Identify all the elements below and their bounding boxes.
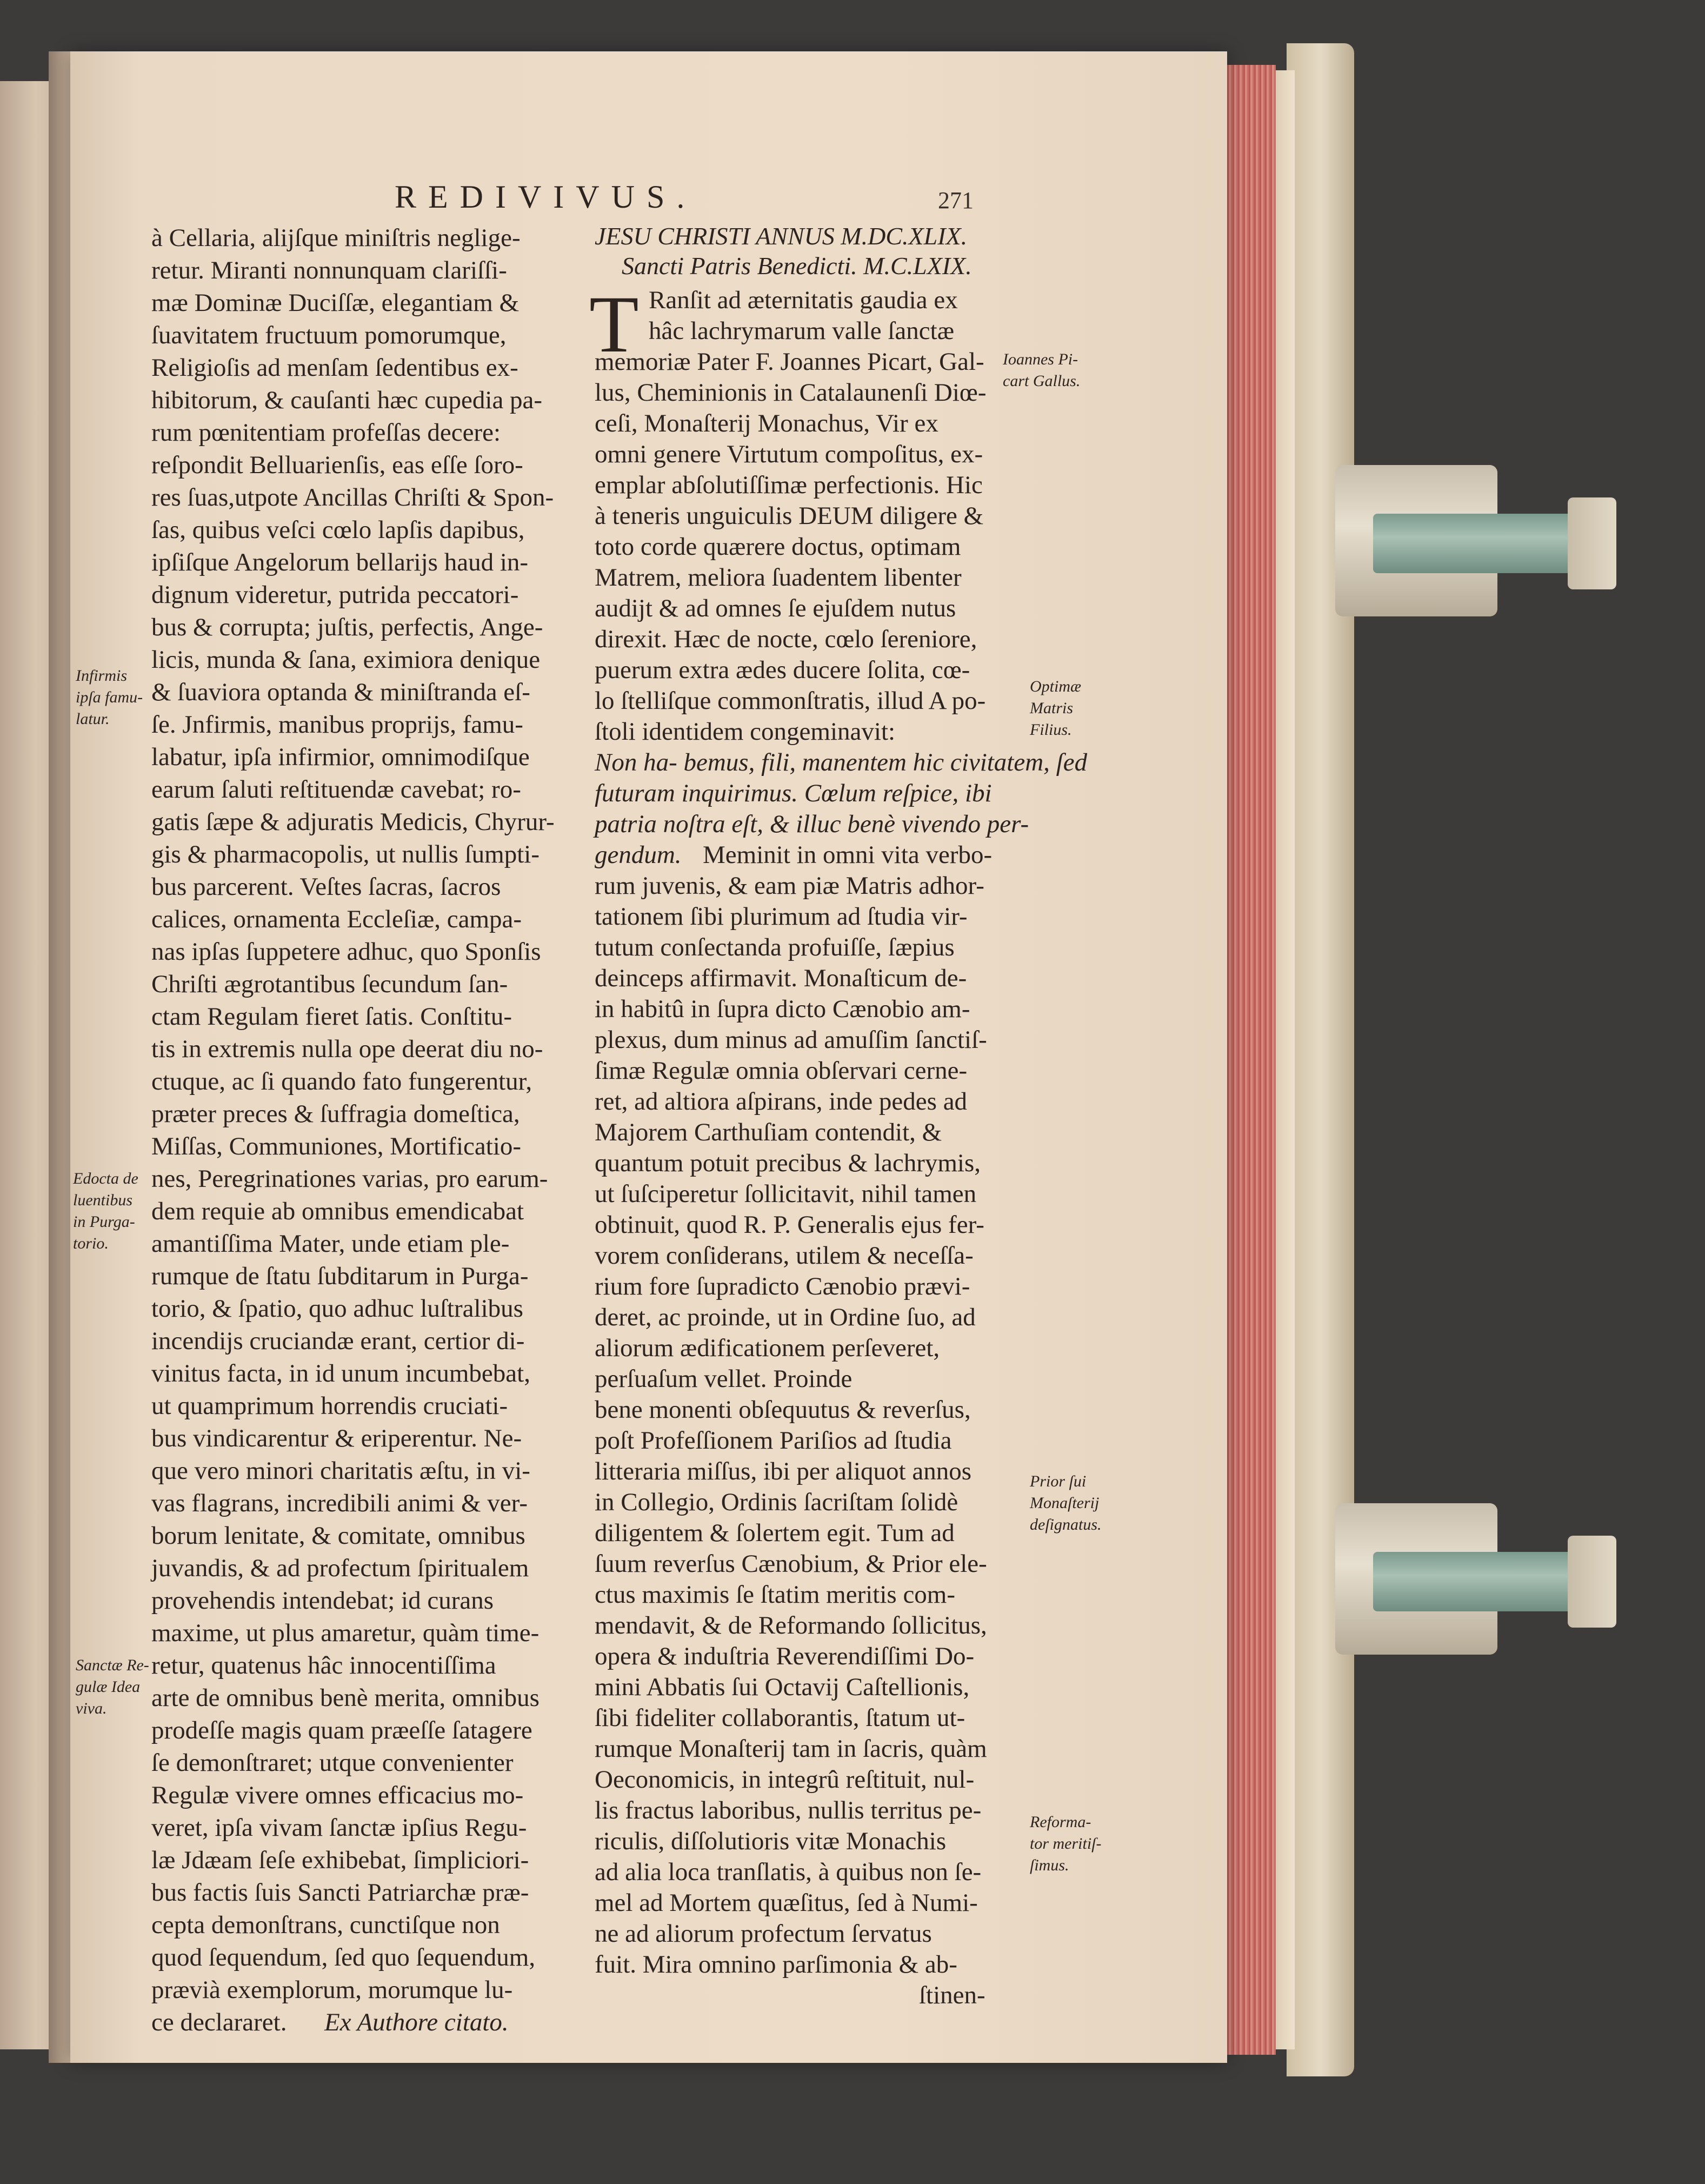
text-line: calices, ornamenta Eccleſiæ, campa- xyxy=(151,905,522,933)
text-line: gatis ſæpe & adjuratis Medicis, Chyrur- xyxy=(151,808,555,836)
text-line: præter preces & ſuffragia domeſtica, xyxy=(151,1100,520,1128)
text-line: deret, ac proinde, ut in Ordine ſuo, ad xyxy=(595,1303,976,1331)
upper-clasp-icon xyxy=(1335,465,1638,616)
margin-note: Infirmis ipſa famu- latur. xyxy=(76,667,143,728)
text-line: nas ipſas ſuppetere adhuc, quo Sponſis xyxy=(151,938,541,966)
text-line: ſtoli identidem congeminavit: xyxy=(595,718,896,746)
text-line: aliorum ædificationem perſeveret, xyxy=(595,1334,940,1362)
text-line: ctuque, ac ſi quando fato fungerentur, xyxy=(151,1067,532,1096)
text-line: arte de omnibus benè merita, omnibus xyxy=(151,1684,540,1712)
margin-note: Prior ſui Monaſterij deſignatus. xyxy=(1030,1472,1102,1534)
text-line: que vero minori charitatis æſtu, in vi- xyxy=(151,1457,530,1485)
text-line: lis fractus laboribus, nullis territus pe- xyxy=(595,1796,982,1824)
text-line: reſpondit Belluarienſis, eas eſſe ſoro- xyxy=(151,451,523,479)
text-line: torio, & ſpatio, quo adhuc luſtralibus xyxy=(151,1295,523,1323)
text-line: toto corde quærere doctus, optimam xyxy=(595,533,961,561)
text-line: omni genere Virtutum compoſitus, ex- xyxy=(595,440,983,468)
text-line: Ranſit ad æternitatis gaudia ex xyxy=(649,286,958,314)
text-line-italic: gendum. xyxy=(595,841,682,869)
margin-note: Ioannes Pi- cart Gallus. xyxy=(1003,350,1081,390)
margin-note: Sanctæ Re- gulæ Idea viva. xyxy=(76,1656,149,1717)
text-line: cepta demonſtrans, cunctiſque non xyxy=(151,1911,500,1939)
text-line: veret, ipſa vivam ſanctæ ipſius Regu- xyxy=(151,1814,527,1842)
text-line: ad alia loca tranſlatis, à quibus non ſe- xyxy=(595,1858,982,1886)
text-line: provehendis intendebat; id curans xyxy=(151,1586,494,1615)
text-line: bus & corrupta; juſtis, perfectis, Ange- xyxy=(151,613,543,641)
text-line: earum ſaluti reſtituendæ cavebat; ro- xyxy=(151,775,521,804)
text-line: ut quamprimum horrendis cruciati- xyxy=(151,1392,508,1420)
text-line: bus parcerent. Veſtes ſacras, ſacros xyxy=(151,873,501,901)
text-line: quantum potuit precibus & lachrymis, xyxy=(595,1149,981,1177)
running-head: REDIVIVUS. xyxy=(395,179,697,215)
text-line: deinceps affirmavit. Monaſticum de- xyxy=(595,964,967,992)
text-line: opera & induſtria Reverendiſſimi Do- xyxy=(595,1642,975,1670)
text-line: obtinuit, quod R. P. Generalis ejus fer- xyxy=(595,1211,984,1239)
lower-clasp-icon xyxy=(1335,1503,1638,1655)
text-line: litteraria miſſus, ibi per aliquot annos xyxy=(595,1457,972,1485)
text-line: dem requie ab omnibus emendicabat xyxy=(151,1197,524,1225)
text-line: ſibi fideliter collaborantis, ſtatum ut- xyxy=(595,1704,965,1732)
text-line: ipſiſque Angelorum bellarijs haud in- xyxy=(151,548,529,576)
text-line: Miſſas, Communiones, Mortificatio- xyxy=(151,1132,522,1160)
text-line: poſt Profeſſionem Pariſios ad ſtudia xyxy=(595,1426,952,1455)
year-heading: JESU CHRISTI ANNUS M.DC.XLIX. xyxy=(595,222,968,250)
text-line: nes, Peregrinationes varias, pro earum- xyxy=(151,1165,548,1193)
text-line: hâc lachrymarum valle ſanctæ xyxy=(649,317,955,345)
text-line: emplar abſolutiſſimæ perfectionis. Hic xyxy=(595,471,983,499)
text-line: diligentem & ſolertem egit. Tum ad xyxy=(595,1519,955,1547)
text-line: ſe demonſtraret; utque convenienter xyxy=(151,1749,514,1777)
catchword: ſtinen- xyxy=(919,1981,985,2009)
text-line: ctam Regulam fieret ſatis. Conſtitu- xyxy=(151,1003,512,1031)
text-line: dignum videretur, putrida peccatori- xyxy=(151,581,519,609)
margin-note: Optimæ Matris Filius. xyxy=(1030,678,1082,739)
text-line: maxime, ut plus amaretur, quàm time- xyxy=(151,1619,540,1647)
year-subheading: Sancti Patris Benedicti. M.C.LXIX. xyxy=(622,252,972,280)
text-line: ſuavitatem fructuum pomorumque, xyxy=(151,321,507,349)
book-cover-edge xyxy=(1287,43,1354,2076)
text-line: rumque Monaſterij tam in ſacris, quàm xyxy=(595,1735,987,1763)
text-line: mendavit, & de Reformando ſollicitus, xyxy=(595,1611,987,1639)
text-line: audijt & ad omnes ſe ejuſdem nutus xyxy=(595,594,956,622)
text-line: hibitorum, & cauſanti hæc cupedia pa- xyxy=(151,386,543,414)
text-line: ce declararet. xyxy=(151,2008,287,2036)
text-line: retur, quatenus hâc innocentiſſima xyxy=(151,1651,496,1680)
text-line: labatur, ipſa infirmior, omnimodiſque xyxy=(151,743,530,771)
text-line: mini Abbatis ſui Octavij Caſtellionis, xyxy=(595,1673,970,1701)
text-line: Oeconomicis, in integrû reſtituit, nul- xyxy=(595,1765,975,1794)
text-line: retur. Miranti nonnunquam clariſſi- xyxy=(151,256,507,284)
text-line: tutum conſectanda profuiſſe, ſæpius xyxy=(595,933,955,961)
text-line: ne ad aliorum profectum ſervatus xyxy=(595,1920,932,1948)
text-line: fuit. Mira omnino parſimonia & ab- xyxy=(595,1950,957,1979)
text-line: ret, ad altiora aſpirans, inde pedes ad xyxy=(595,1087,968,1116)
margin-note: Edocta de luentibus in Purga- torio. xyxy=(73,1170,138,1252)
text-line: juvandis, & ad profectum ſpiritualem xyxy=(151,1554,529,1582)
text-line: amantiſſima Mater, unde etiam ple- xyxy=(151,1230,510,1258)
text-line: à teneris unguiculis DEUM diligere & xyxy=(595,502,984,530)
text-line: riculis, diſſolutioris vitæ Monachis xyxy=(595,1827,947,1855)
text-line: ſe. Jnfirmis, manibus proprijs, famu- xyxy=(151,711,523,739)
text-line: borum lenitate, & comitate, omnibus xyxy=(151,1522,525,1550)
text-line: ut ſuſciperetur ſollicitavit, nihil tamen xyxy=(595,1180,977,1208)
drop-cap: T xyxy=(589,280,639,369)
text-line: in habitû in ſupra dicto Cænobio am- xyxy=(595,995,970,1023)
text-line: ſuum reverſus Cænobium, & Prior ele- xyxy=(595,1550,987,1578)
text-line: prodeſſe magis quam præeſſe ſatagere xyxy=(151,1716,532,1744)
text-line: mel ad Mortem quæſitus, ſed à Numi- xyxy=(595,1889,978,1917)
text-line: bene monenti obſequutus & reverſus, xyxy=(595,1396,971,1424)
text-line: rum pœnitentiam profeſſas decere: xyxy=(151,419,501,447)
text-line: Majorem Carthuſiam contendit, & xyxy=(595,1118,942,1146)
source-citation: Ex Authore citato. xyxy=(324,2008,509,2036)
text-line: incendijs cruciandæ erant, certior di- xyxy=(151,1327,525,1355)
text-line: puerum extra ædes ducere ſolita, cœ- xyxy=(595,656,970,684)
text-line: ctus maximis ſe ſtatim meritis com- xyxy=(595,1581,956,1609)
text-line: tis in extremis nulla ope deerat diu no- xyxy=(151,1035,543,1063)
text-line: ceſi, Monaſterij Monachus, Vir ex xyxy=(595,409,938,437)
text-line: Chriſti ægrotantibus ſecundum ſan- xyxy=(151,970,508,998)
text-line: memoriæ Pater F. Joannes Picart, Gal- xyxy=(595,348,984,376)
text-line: tationem ſibi plurimum ad ſtudia vir- xyxy=(595,902,968,931)
text-line: Regulæ vivere omnes efficacius mo- xyxy=(151,1781,524,1809)
text-line: Matrem, meliora ſuadentem libenter xyxy=(595,563,962,592)
text-line: mæ Dominæ Duciſſæ, elegantiam & xyxy=(151,289,520,317)
text-line: plexus, dum minus ad amuſſim ſanctiſ- xyxy=(595,1026,987,1054)
text-line: lus, Cheminionis in Catalaunenſi Diœ- xyxy=(595,379,987,407)
text-line: vinitus facta, in id unum incumbebat, xyxy=(151,1359,530,1388)
text-line: res ſuas,utpote Ancillas Chriſti & Spon- xyxy=(151,483,554,512)
text-line: direxit. Hæc de nocte, cœlo ſereniore, xyxy=(595,625,977,653)
text-line: ſimæ Regulæ omnia obſervari cerne- xyxy=(595,1057,968,1085)
margin-note: Reforma- tor meritiſ- ſimus. xyxy=(1030,1813,1102,1874)
text-line: perſuaſum vellet. Proinde xyxy=(595,1365,852,1393)
text-line: rium fore ſupradicto Cænobio prævi- xyxy=(595,1272,970,1300)
text-line: læ Jdæam ſeſe exhibebat, ſimpliciori- xyxy=(151,1846,529,1874)
page-number: 271 xyxy=(938,187,974,214)
text-line: & ſuaviora optanda & miniſtranda eſ- xyxy=(151,678,530,706)
text-line: ſas, quibus veſci cœlo lapſis dapibus, xyxy=(151,516,525,544)
text-line: bus factis ſuis Sancti Patriarchæ præ- xyxy=(151,1878,529,1907)
text-line-italic: Non ha- bemus, fili, manentem hic civitatem, ſed xyxy=(595,748,1088,776)
text-line: in Collegio, Ordinis ſacriſtam ſolidè xyxy=(595,1488,958,1516)
text-line: rumque de ſtatu ſubditarum in Purga- xyxy=(151,1262,529,1290)
text-line: Religioſis ad menſam ſedentibus ex- xyxy=(151,354,518,382)
text-line-italic: futuram inquirimus. Cœlum reſpice, ibi xyxy=(595,779,992,807)
text-line: prævià exemplorum, morumque lu- xyxy=(151,1976,513,2004)
text-line: licis, munda & ſana, eximiora denique xyxy=(151,646,541,674)
text-line: lo ſtelliſque commonſtratis, illud A po- xyxy=(595,687,986,715)
text-line-italic: patria noſtra eſt, & illuc benè vivendo per- xyxy=(595,810,1029,838)
text-line: vorem conſiderans, utilem & neceſſa- xyxy=(595,1242,974,1270)
text-line: vas flagrans, incredibili animi & ver- xyxy=(151,1489,528,1517)
text-line: gis & pharmacopolis, ut nullis ſumpti- xyxy=(151,840,540,868)
text-line: quod ſequendum, ſed quo ſequendum, xyxy=(151,1943,536,1971)
text-line: à Cellaria, alijſque miniſtris neglige- xyxy=(151,224,521,252)
text-line: bus vindicarentur & eriperentur. Ne- xyxy=(151,1424,522,1452)
text-line: Meminit in omni vita verbo- xyxy=(703,841,993,869)
text-line: rum juvenis, & eam piæ Matris adhor- xyxy=(595,872,984,900)
